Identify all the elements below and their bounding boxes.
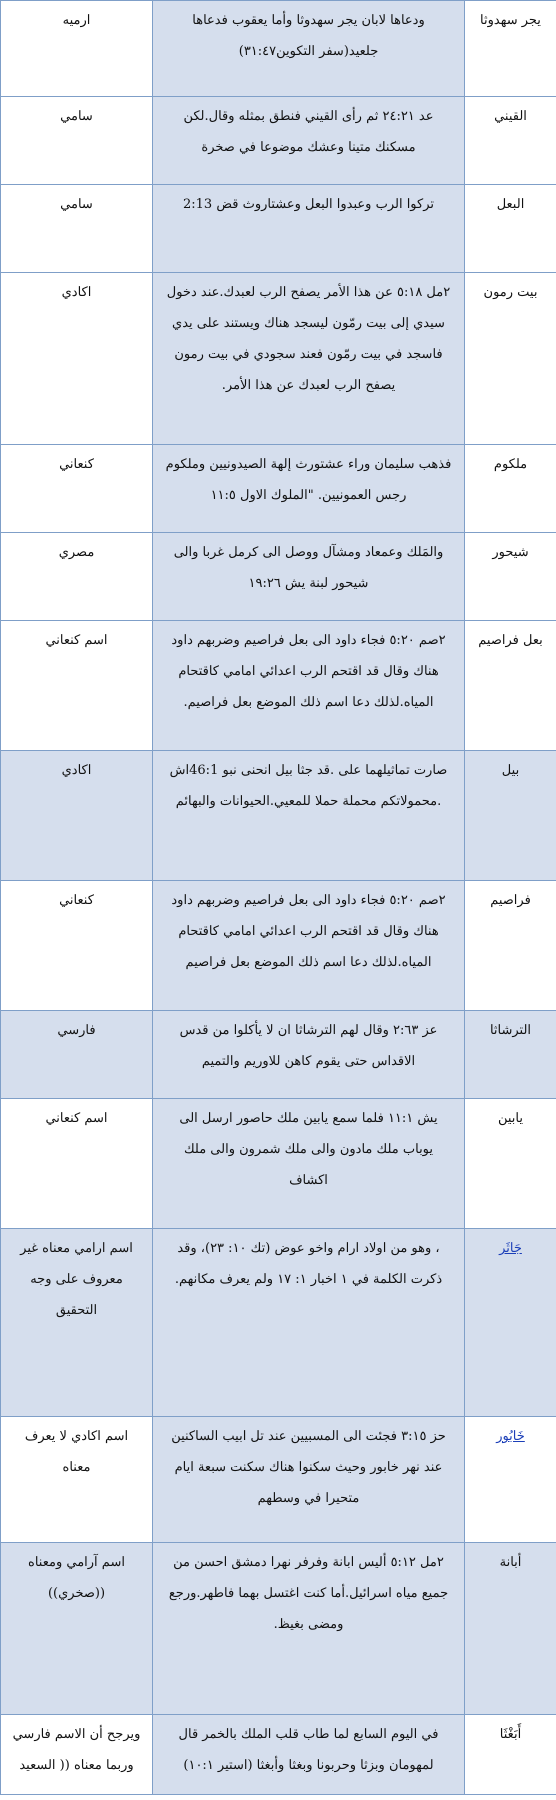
language-cell: فارسي bbox=[1, 1011, 153, 1099]
reference-cell: ، وهو من اولاد ارام واخو عوض (تك ١٠: ٢٣)، وقد ذكرت الكلمة في ١ اخبار ١: ١٧ ولم يعرف مكانهم. bbox=[153, 1229, 465, 1417]
language-cell: ويرجح أن الاسم فارسي وربما معناه (( السعيد bbox=[1, 1715, 153, 1795]
reference-cell: يش ١١:١ فلما سمع يابين ملك حاصور ارسل الى يوباب ملك مادون والى ملك شمرون والى ملك اكشاف bbox=[153, 1099, 465, 1229]
language-cell: اسم اكادي لا يعرف معناه bbox=[1, 1417, 153, 1543]
term-cell: فراصيم bbox=[465, 881, 556, 1011]
term-cell: يجر سهدوثا bbox=[465, 1, 556, 97]
reference-cell: فذهب سليمان وراء عشتورث إلهة الصيدونيين وملكوم رجس العمونيين. "الملوك الاول ١١:٥ bbox=[153, 445, 465, 533]
language-cell: كنعاني bbox=[1, 881, 153, 1011]
table-row bbox=[1, 445, 556, 533]
reference-cell: ودعاها لابان يجر سهدوثا وأما يعقوب فدعاها جلعيد(سفر التكوين٣١:٤٧) bbox=[153, 1, 465, 97]
term-cell: يابين bbox=[465, 1099, 556, 1229]
table-row bbox=[1, 881, 556, 1011]
term-cell: بيل bbox=[465, 751, 556, 881]
language-cell: اسم آرامي ومعناه ((صخري)) bbox=[1, 1543, 153, 1715]
term-link[interactable]: خَابُور bbox=[496, 1429, 525, 1444]
reference-cell bbox=[153, 881, 465, 1011]
reference-cell: ٢مل ٥:١٨ عن هذا الأمر يصفح الرب لعبدك.عند دخول سيدي إلى بيت رمّون ليسجد هناك ويستند على يدي فاسجد في بيت رمّون فعند سجودي في بيت رمون يصفح الرب لعبدك عن هذا الأمر. bbox=[153, 273, 465, 445]
language-cell: كنعاني bbox=[1, 445, 153, 533]
term-cell: أَبَغْثَا bbox=[465, 1715, 556, 1795]
language-cell: اكادي bbox=[1, 751, 153, 881]
table-row bbox=[1, 533, 556, 621]
table-row bbox=[1, 751, 556, 881]
reference-cell: صارت تماثيلهما على .قد جثا بيل انحنى نبو 46:1اش .محمولاتكم محملة حملا للمعيي.الحيوانات والبهائم bbox=[153, 751, 465, 881]
table-row bbox=[1, 1099, 556, 1229]
term-cell: شيحور bbox=[465, 533, 556, 621]
reference-cell: حز ٣:١٥ فجئت الى المسبيين عند تل ابيب الساكنين عند نهر خابور وحيث سكنوا هناك سكنت سبعة ايام متحيرا في وسطهم bbox=[153, 1417, 465, 1543]
table-row bbox=[1, 1543, 556, 1715]
table-row bbox=[1, 1715, 556, 1795]
term-cell: ملكوم bbox=[465, 445, 556, 533]
reference-cell: ٢صم ٥:٢٠ فجاء داود الى بعل فراصيم وضربهم داود هناك وقال قد اقتحم الرب اعدائي امامي كاقتحام المياه.لذلك دعا اسم ذلك الموضع بعل فراصيم. bbox=[153, 621, 465, 751]
table-row bbox=[1, 97, 556, 185]
reference-line: هناك وقال قد اقتحم الرب اعدائي امامي كاقتحام المياه.لذلك دعا اسم ذلك الموضع بعل فراصيم bbox=[178, 924, 439, 970]
language-cell: اسم كنعاني bbox=[1, 1099, 153, 1229]
language-cell: ارميه bbox=[1, 1, 153, 97]
term-cell: الترشاثا bbox=[465, 1011, 556, 1099]
term-cell: القيني bbox=[465, 97, 556, 185]
language-cell: اسم كنعاني bbox=[1, 621, 153, 751]
language-cell: سامي bbox=[1, 185, 153, 273]
reference-cell: ٢مل ٥:١٢ أليس ابانة وفرفر نهرا دمشق احسن من جميع مياه اسرائيل.أما كنت اغتسل بهما فاطهر.ورجع ومضى بغيظ. bbox=[153, 1543, 465, 1715]
term-cell: بعل فراصيم bbox=[465, 621, 556, 751]
language-cell: اكادي bbox=[1, 273, 153, 445]
table-row bbox=[1, 1417, 556, 1543]
table-row bbox=[1, 1011, 556, 1099]
language-cell: مصري bbox=[1, 533, 153, 621]
reference-cell: عز ٢:٦٣ وقال لهم الترشاثا ان لا يأكلوا من قدس الاقداس حتى يقوم كاهن للاوريم والتميم bbox=[153, 1011, 465, 1099]
term-cell: البعل bbox=[465, 185, 556, 273]
reference-cell: في اليوم السابع لما طاب قلب الملك بالخمر قال لمهومان وبزثا وحربونا وبغثا وأبغثا (استير ١٠:١) bbox=[153, 1715, 465, 1795]
table-row bbox=[1, 1229, 556, 1417]
reference-cell: والمَلك وعمعاد ومشآل ووصل الى كرمل غربا والى شيحور لبنة يش ١٩:٢٦ bbox=[153, 533, 465, 621]
table-row bbox=[1, 185, 556, 273]
term-cell: بيت رمون bbox=[465, 273, 556, 445]
table-row bbox=[1, 1, 556, 97]
table-row bbox=[1, 621, 556, 751]
reference-cell: عد ٢٤:٢١ ثم رأى القيني فنطق بمثله وقال.لكن مسكنك متينا وعشك موضوعا في صخرة bbox=[153, 97, 465, 185]
language-cell: اسم ارامي معناه غير معروف على وجه التحقيق bbox=[1, 1229, 153, 1417]
term-link[interactable]: جَاثَر bbox=[499, 1241, 522, 1256]
language-cell: سامي bbox=[1, 97, 153, 185]
term-cell: أبانة bbox=[465, 1543, 556, 1715]
table-row bbox=[1, 273, 556, 445]
reference-cell: تركوا الرب وعبدوا البعل وعشتاروث قض 2:13 bbox=[153, 185, 465, 273]
reference-line: ٢صم ٥:٢٠ فجاء داود الى بعل فراصيم وضربهم داود bbox=[171, 893, 446, 908]
